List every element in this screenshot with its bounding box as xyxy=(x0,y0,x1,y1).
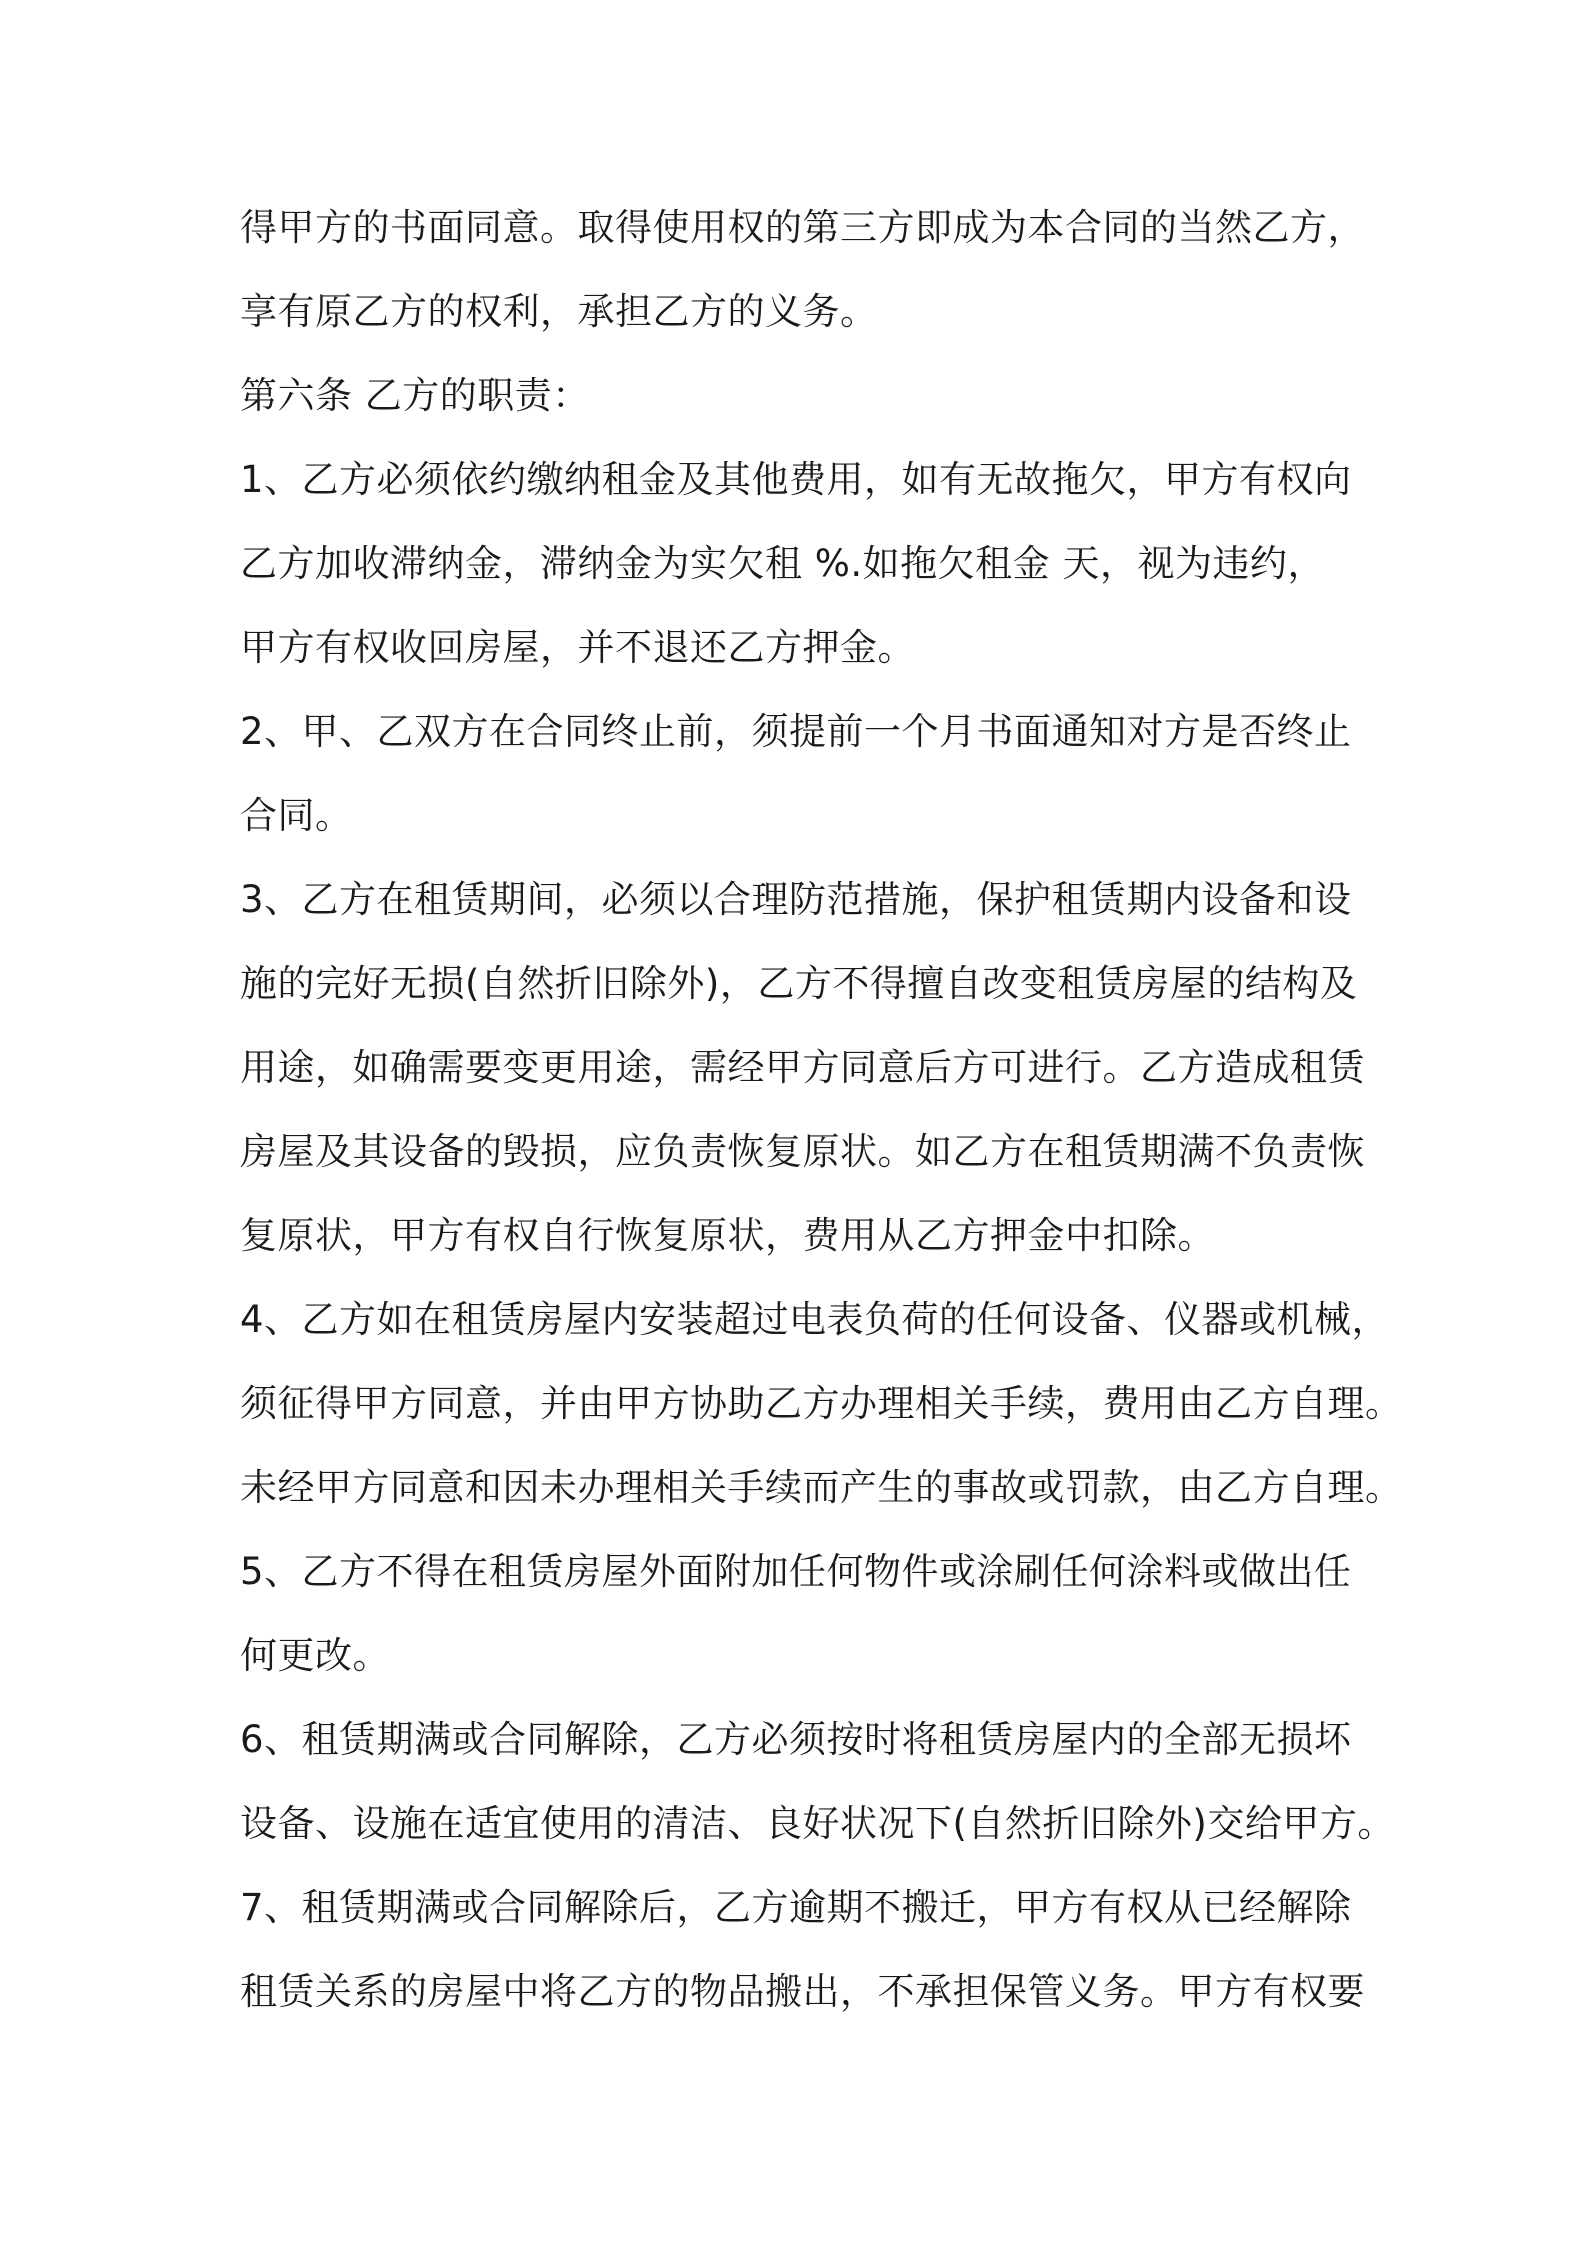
text-line: 复原状，甲方有权自行恢复原状，费用从乙方押金中扣除。 xyxy=(240,1214,1215,1257)
text-line: 乙方加收滞纳金，滞纳金为实欠租 %.如拖欠租金 天，视为违约， xyxy=(240,542,1325,585)
text-line: 租赁关系的房屋中将乙方的物品搬出，不承担保管义务。甲方有权要 xyxy=(240,1970,1365,2013)
text-line: 甲方有权收回房屋，并不退还乙方押金。 xyxy=(240,626,915,669)
text-line: 用途，如确需要变更用途，需经甲方同意后方可进行。乙方造成租赁 xyxy=(240,1046,1365,1089)
text-line: 施的完好无损(自然折旧除外)，乙方不得擅自改变租赁房屋的结构及 xyxy=(240,962,1358,1005)
text-line: 享有原乙方的权利，承担乙方的义务。 xyxy=(240,290,878,333)
text-line: 设备、设施在适宜使用的清洁、良好状况下(自然折旧除外)交给甲方。 xyxy=(240,1802,1395,1845)
text-line: 房屋及其设备的毁损，应负责恢复原状。如乙方在租赁期满不负责恢 xyxy=(240,1130,1365,1173)
text-line: 何更改。 xyxy=(240,1634,390,1677)
section-heading: 第六条 乙方的职责： xyxy=(240,374,590,417)
text-line: 合同。 xyxy=(240,794,353,837)
text-line: 得甲方的书面同意。取得使用权的第三方即成为本合同的当然乙方， xyxy=(240,206,1365,249)
text-line: 5、乙方不得在租赁房屋外面附加任何物件或涂刷任何涂料或做出任 xyxy=(240,1550,1352,1593)
text-line: 1、乙方必须依约缴纳租金及其他费用，如有无故拖欠，甲方有权向 xyxy=(240,458,1352,501)
text-line: 2、甲、乙双方在合同终止前，须提前一个月书面通知对方是否终止 xyxy=(240,710,1352,753)
text-line: 3、乙方在租赁期间，必须以合理防范措施，保护租赁期内设备和设 xyxy=(240,878,1352,921)
text-line: 须征得甲方同意，并由甲方协助乙方办理相关手续，费用由乙方自理。 xyxy=(240,1382,1403,1425)
text-line: 未经甲方同意和因未办理相关手续而产生的事故或罚款，由乙方自理。 xyxy=(240,1466,1403,1509)
text-line: 4、乙方如在租赁房屋内安装超过电表负荷的任何设备、仪器或机械， xyxy=(240,1298,1390,1341)
text-line: 7、租赁期满或合同解除后，乙方逾期不搬迁，甲方有权从已经解除 xyxy=(240,1886,1352,1929)
text-line: 6、租赁期满或合同解除，乙方必须按时将租赁房屋内的全部无损坏 xyxy=(240,1718,1352,1761)
